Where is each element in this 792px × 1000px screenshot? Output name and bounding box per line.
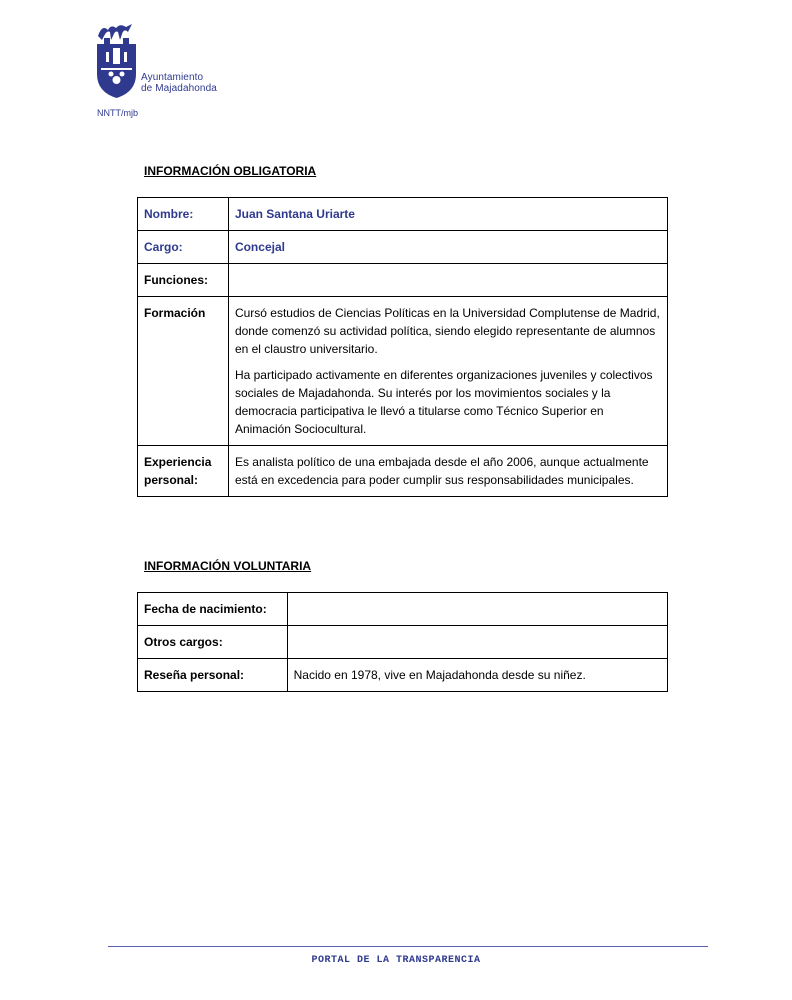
nombre-label: Nombre: <box>138 198 229 231</box>
formacion-paragraph-1: Cursó estudios de Ciencias Políticas en la Universidad Complutense de Madrid, donde comenzó su actividad política, siendo elegido representante de alumnos en el claustro universitario. <box>234 306 660 356</box>
footer-divider <box>108 946 708 947</box>
voluntary-section-title: INFORMACIÓN VOLUNTARIA <box>144 559 312 573</box>
table-row <box>138 198 668 231</box>
experiencia-value: Es analista político de una embajada desde el año 2006, aunque actualmente está en excedencia para poder cumplir sus responsabilidades municipales. <box>228 446 667 497</box>
experiencia-label: Experiencia personal: <box>138 446 229 497</box>
nacimiento-label: Fecha de nacimiento: <box>138 593 288 626</box>
otros-cargos-value <box>287 626 667 659</box>
mandatory-section-title: INFORMACIÓN OBLIGATORIA <box>144 164 317 178</box>
funciones-label: Funciones: <box>138 264 229 297</box>
formacion-value <box>228 297 667 446</box>
funciones-value <box>228 264 667 297</box>
resena-label: Reseña personal: <box>138 659 288 692</box>
footer-text: PORTAL DE LA TRANSPARENCIA <box>311 955 481 966</box>
logo-text-line-1: Ayuntamiento <box>141 72 204 83</box>
mandatory-info-table <box>137 197 668 497</box>
table-row <box>138 659 668 692</box>
coat-of-arms-icon <box>96 22 138 100</box>
otros-cargos-label: Otros cargos: <box>138 626 288 659</box>
cargo-label: Cargo: <box>138 231 229 264</box>
formacion-label: Formación <box>138 297 229 446</box>
document-reference: NNTT/mjb <box>97 108 138 118</box>
table-row <box>138 446 668 497</box>
table-row <box>138 593 668 626</box>
table-row <box>138 297 668 446</box>
resena-value: Nacido en 1978, vive en Majadahonda desde su niñez. <box>287 659 667 692</box>
cargo-value: Concejal <box>228 231 667 264</box>
formacion-paragraph-2: Ha participado activamente en diferentes organizaciones juveniles y colectivos sociales de Majadahonda. Su interés por los movimientos sociales y la democracia participativa le llevó a titularse como Técnico Superior en Animación Sociocultural. <box>234 368 653 436</box>
voluntary-info-table <box>137 592 668 692</box>
table-row <box>138 231 668 264</box>
nombre-value: Juan Santana Uriarte <box>228 198 667 231</box>
logo-text <box>141 72 217 94</box>
nacimiento-value <box>287 593 667 626</box>
logo-text-line-2: de Majadahonda <box>141 83 217 94</box>
table-row <box>138 626 668 659</box>
logo <box>96 22 226 102</box>
table-row <box>138 264 668 297</box>
